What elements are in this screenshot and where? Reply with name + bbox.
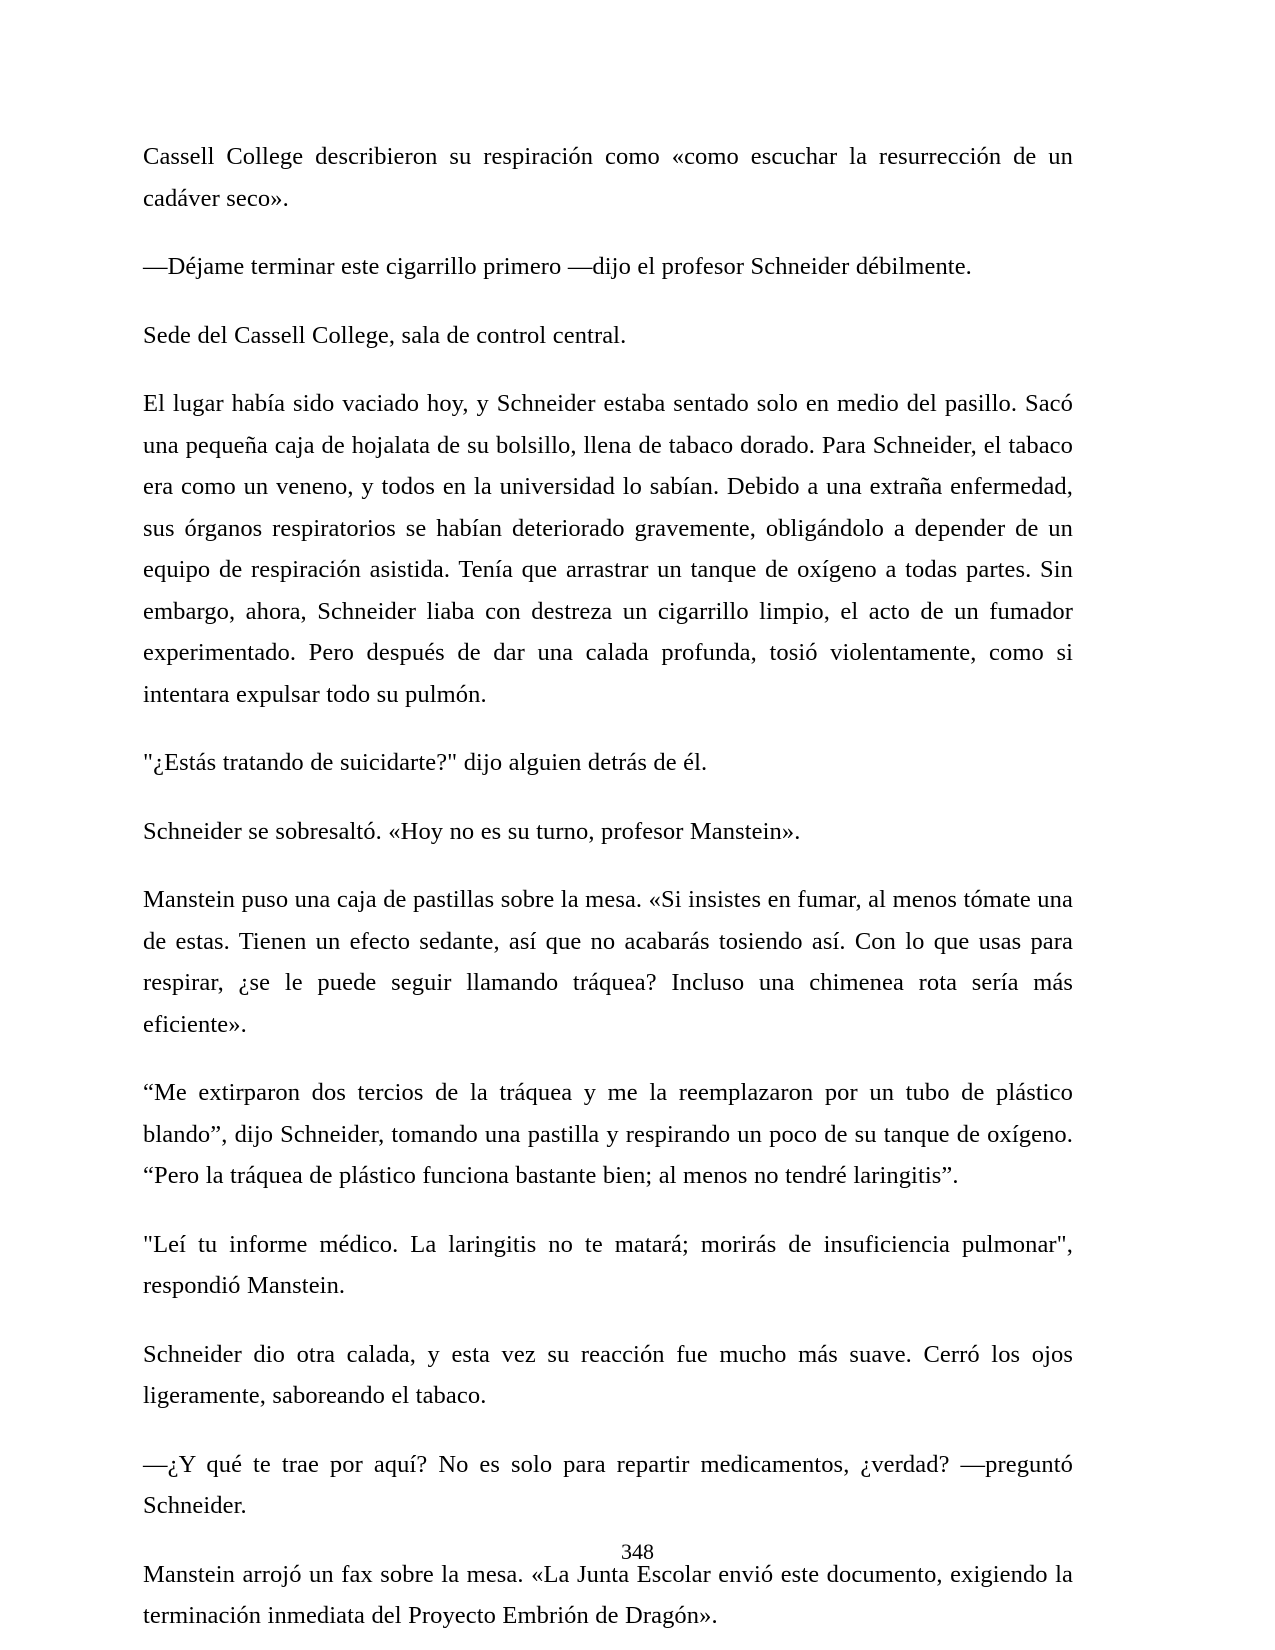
paragraph-11: —¿Y qué te trae por aquí? No es solo para repartir medicamentos, ¿verdad? —preguntó Schneider. [143, 1450, 1073, 1519]
paragraph-3: Sede del Cassell College, sala de control central. [143, 321, 627, 349]
paragraph-1: Cassell College describieron su respiración como «como escuchar la resurrección de un cadáver seco». [143, 143, 1073, 212]
body-text-column [143, 136, 1073, 1637]
paragraph-12: Manstein arrojó un fax sobre la mesa. «La Junta Escolar envió este documento, exigiendo la terminación inmediata del Proyecto Embrión de Dragón». [143, 1560, 1073, 1629]
paragraph-9: "Leí tu informe médico. La laringitis no te matará; morirás de insuficiencia pulmonar", respondió Manstein. [143, 1230, 1073, 1299]
paragraph-4: El lugar había sido vaciado hoy, y Schneider estaba sentado solo en medio del pasillo. Sacó una pequeña caja de hojalata de su bolsillo, llena de tabaco dorado. Para Schneider, el tabaco era como un veneno, y todos en la universidad lo sabían. Debido a una extraña enfermedad, sus órganos respiratorios se habían deteriorado gravemente, obligándolo a depender de un equipo de respiración asistida. Tenía que arrastrar un tanque de oxígeno a todas partes. Sin embargo, ahora, Schneider liaba con destreza un cigarrillo limpio, el acto de un fumador experimentado. Pero después de dar una calada profunda, tosió violentamente, como si intentara expulsar todo su pulmón. [143, 390, 1073, 708]
page-number: 348 [621, 1539, 654, 1564]
paragraph-10: Schneider dio otra calada, y esta vez su reacción fue mucho más suave. Cerró los ojos ligeramente, saboreando el tabaco. [143, 1340, 1073, 1409]
paragraph-6: Schneider se sobresaltó. «Hoy no es su turno, profesor Manstein». [143, 817, 801, 845]
paragraph-7: Manstein puso una caja de pastillas sobre la mesa. «Si insistes en fumar, al menos tómate una de estas. Tienen un efecto sedante, así que no acabarás tosiendo así. Con lo que usas para respirar, ¿se le puede seguir llamando tráquea? Incluso una chimenea rota sería más eficiente». [143, 886, 1073, 1038]
paragraph-8: “Me extirparon dos tercios de la tráquea y me la reemplazaron por un tubo de plástico blando”, dijo Schneider, tomando una pastilla y respirando un poco de su tanque de oxígeno. “Pero la tráquea de plástico funciona bastante bien; al menos no tendré laringitis”. [143, 1079, 1073, 1189]
paragraph-5: "¿Estás tratando de suicidarte?" dijo alguien detrás de él. [143, 749, 708, 776]
paragraph-2: —Déjame terminar este cigarrillo primero —dijo el profesor Schneider débilmente. [143, 253, 972, 280]
